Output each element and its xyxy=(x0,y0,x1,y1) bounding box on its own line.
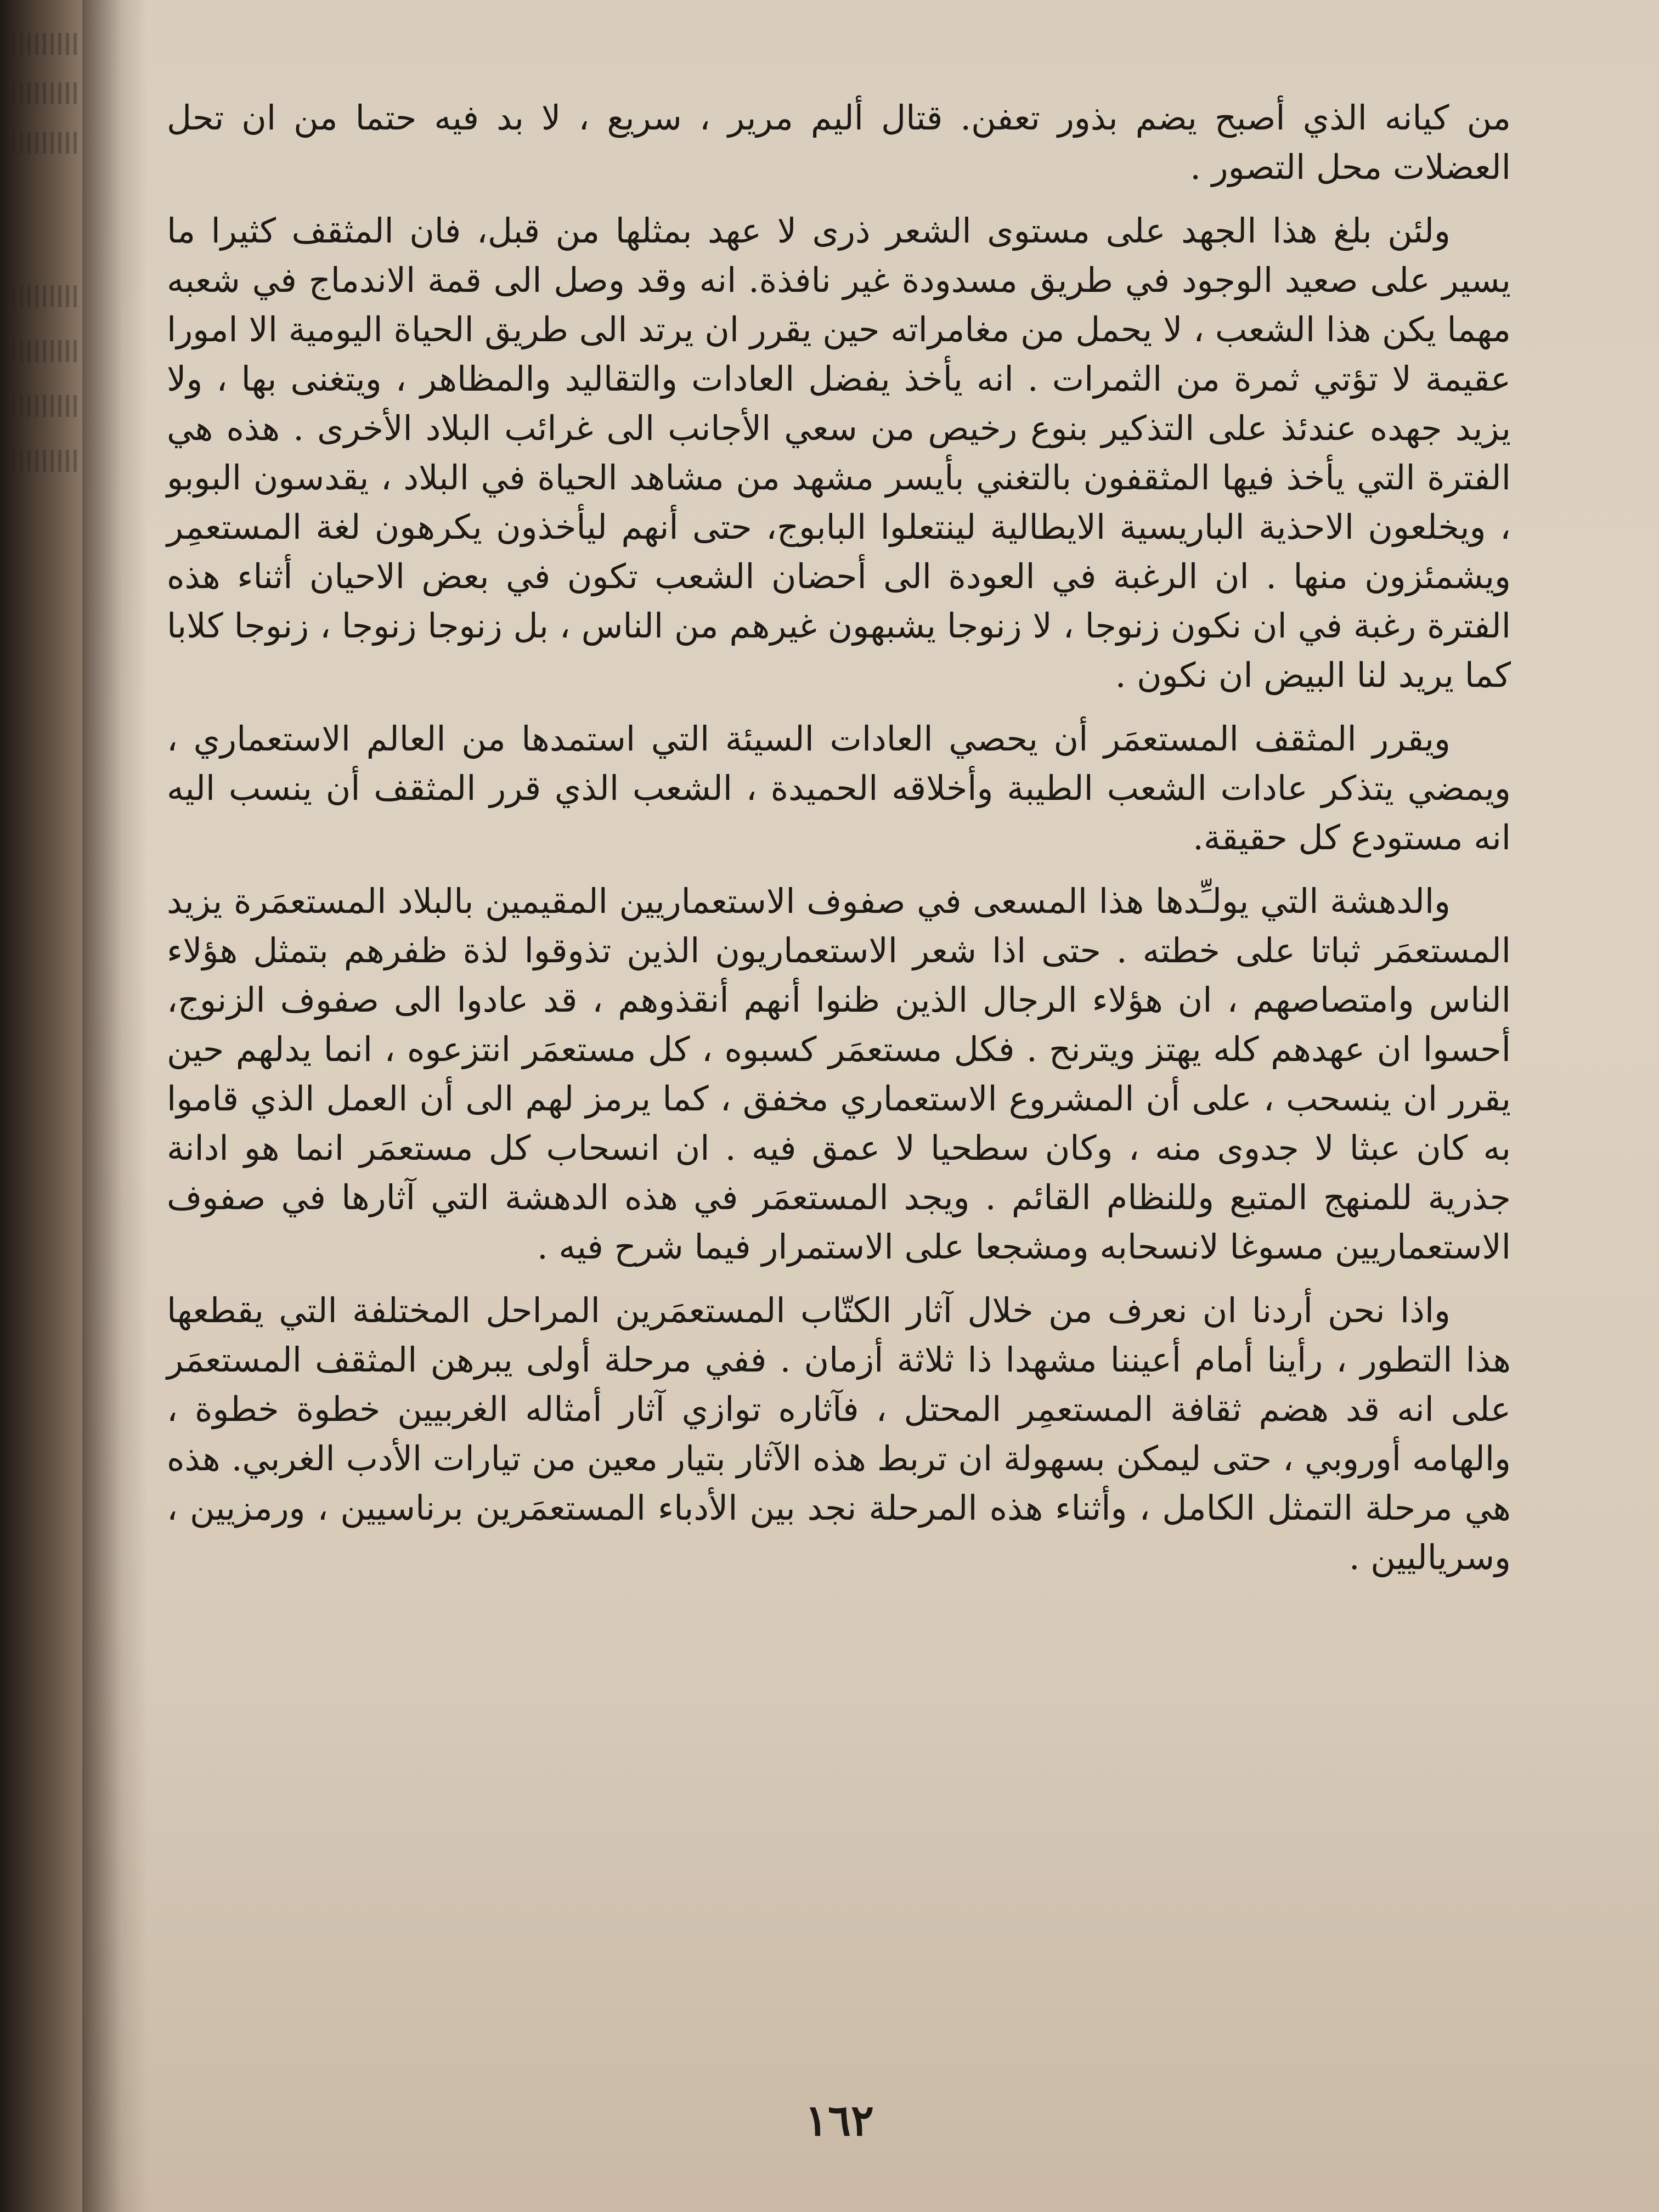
adjacent-page-text xyxy=(12,395,78,417)
book-gutter-shadow xyxy=(82,0,148,2212)
paragraph: واذا نحن أردنا ان نعرف من خلال آثار الكتّاب المستعمَرين المراحل المختلفة التي يقطعها هذا التطور ، رأينا أمام أعيننا مشهدا ذا ثلاثة أزمان . ففي مرحلة أولى يبرهن المثقف المستعمَر على انه قد هضم ثقافة المستعمِر المحتل ، فآثاره توازي آثار أمثاله الغربيين خطوة خطوة ، والهامه أوروبي ، حتى ليمكن بسهولة ان تربط هذه الآثار بتيار معين من تيارات الأدب الغربي. هذه هي مرحلة التمثل الكامل ، وأثناء هذه المرحلة نجد بين الأدباء المستعمَرين برناسيين ، ورمزيين ، وسرياليين . xyxy=(167,1290,1511,1577)
paragraph: من كيانه الذي أصبح يضم بذور تعفن. قتال أليم مرير ، سريع ، لا بد فيه حتما من ان تحل العضلات محل التصور . xyxy=(167,98,1511,187)
adjacent-page-text xyxy=(12,340,78,362)
page-number: ١٦٢ xyxy=(805,2096,874,2146)
adjacent-page-text xyxy=(12,450,78,472)
paragraph: والدهشة التي يولـِّدها هذا المسعى في صفوف الاستعماريين المقيمين بالبلاد المستعمَرة يزيد المستعمَر ثباتا على خطته . حتى اذا شعر الاستعماريون الذين تذوقوا لذة ظفرهم بتمثل هؤلاء الناس وامتصاصهم ، ان هؤلاء الرجال الذين ظنوا أنهم أنقذوهم ، قد عادوا الى صفوف الزنوج، أحسوا ان عهدهم كله يهتز ويترنح . فكل مستعمَر كسبوه ، كل مستعمَر انتزعوه ، انما يدلهم حين يقرر ان ينسحب ، على أن المشروع الاستعماري مخفق ، كما يرمز لهم الى أن العمل الذي قاموا به كان عبثا لا جدوى منه ، وكان سطحيا لا عمق فيه . ان انسحاب كل مستعمَر انما هو ادانة جذرية للمنهج المتبع وللنظام القائم . ويجد المستعمَر في هذه الدهشة التي آثارها في صفوف الاستعماريين مسوغا لانسحابه ومشجعا على الاستمرار فيما شرح فيه . xyxy=(167,881,1511,1267)
paragraph: ويقرر المثقف المستعمَر أن يحصي العادات السيئة التي استمدها من العالم الاستعماري ، ويمضي يتذكر عادات الشعب الطيبة وأخلاقه الحميدة ، الشعب الذي قرر المثقف أن ينسب اليه انه مستودع كل حقيقة. xyxy=(167,719,1511,857)
adjacent-page-text xyxy=(12,82,78,104)
paragraph: ولئن بلغ هذا الجهد على مستوى الشعر ذرى لا عهد بمثلها من قبل، فان المثقف كثيرا ما يسير على صعيد الوجود في طريق مسدودة غير نافذة. انه وقد وصل الى قمة الاندماج في شعبه مهما يكن هذا الشعب ، لا يحمل من مغامراته حين يقرر ان يرتد الى طريق الحياة اليومية الا امورا عقيمة لا تؤتي ثمرة من الثمرات . انه يأخذ يفضل العادات والتقاليد والمظاهر ، ويتغنى بها ، ولا يزيد جهده عندئذ على التذكير بنوع رخيص من سعي الأجانب الى غرائب البلاد الأخرى . هذه هي الفترة التي يأخذ فيها المثقفون بالتغني بأيسر مشهد من مشاهد الحياة في البلاد ، يقدسون البوبو ، ويخلعون الاحذية الباريسية الايطالية لينتعلوا البابوج، حتى أنهم ليأخذون يكرهون لغة المستعمِر ويشمئزون منها . ان الرغبة في العودة الى أحضان الشعب تكون في بعض الاحيان أثناء هذه الفترة رغبة في ان نكون زنوجا ، لا زنوجا يشبهون غيرهم من الناس ، بل زنوجا زنوجا ، زنوجا كلابا كما يريد لنا البيض ان نكون . xyxy=(167,211,1511,695)
adjacent-page-text xyxy=(12,285,78,307)
adjacent-page-text xyxy=(12,33,78,55)
page-body-text xyxy=(167,93,1511,1596)
adjacent-page-edge xyxy=(0,0,82,2212)
adjacent-page-text xyxy=(12,132,78,154)
